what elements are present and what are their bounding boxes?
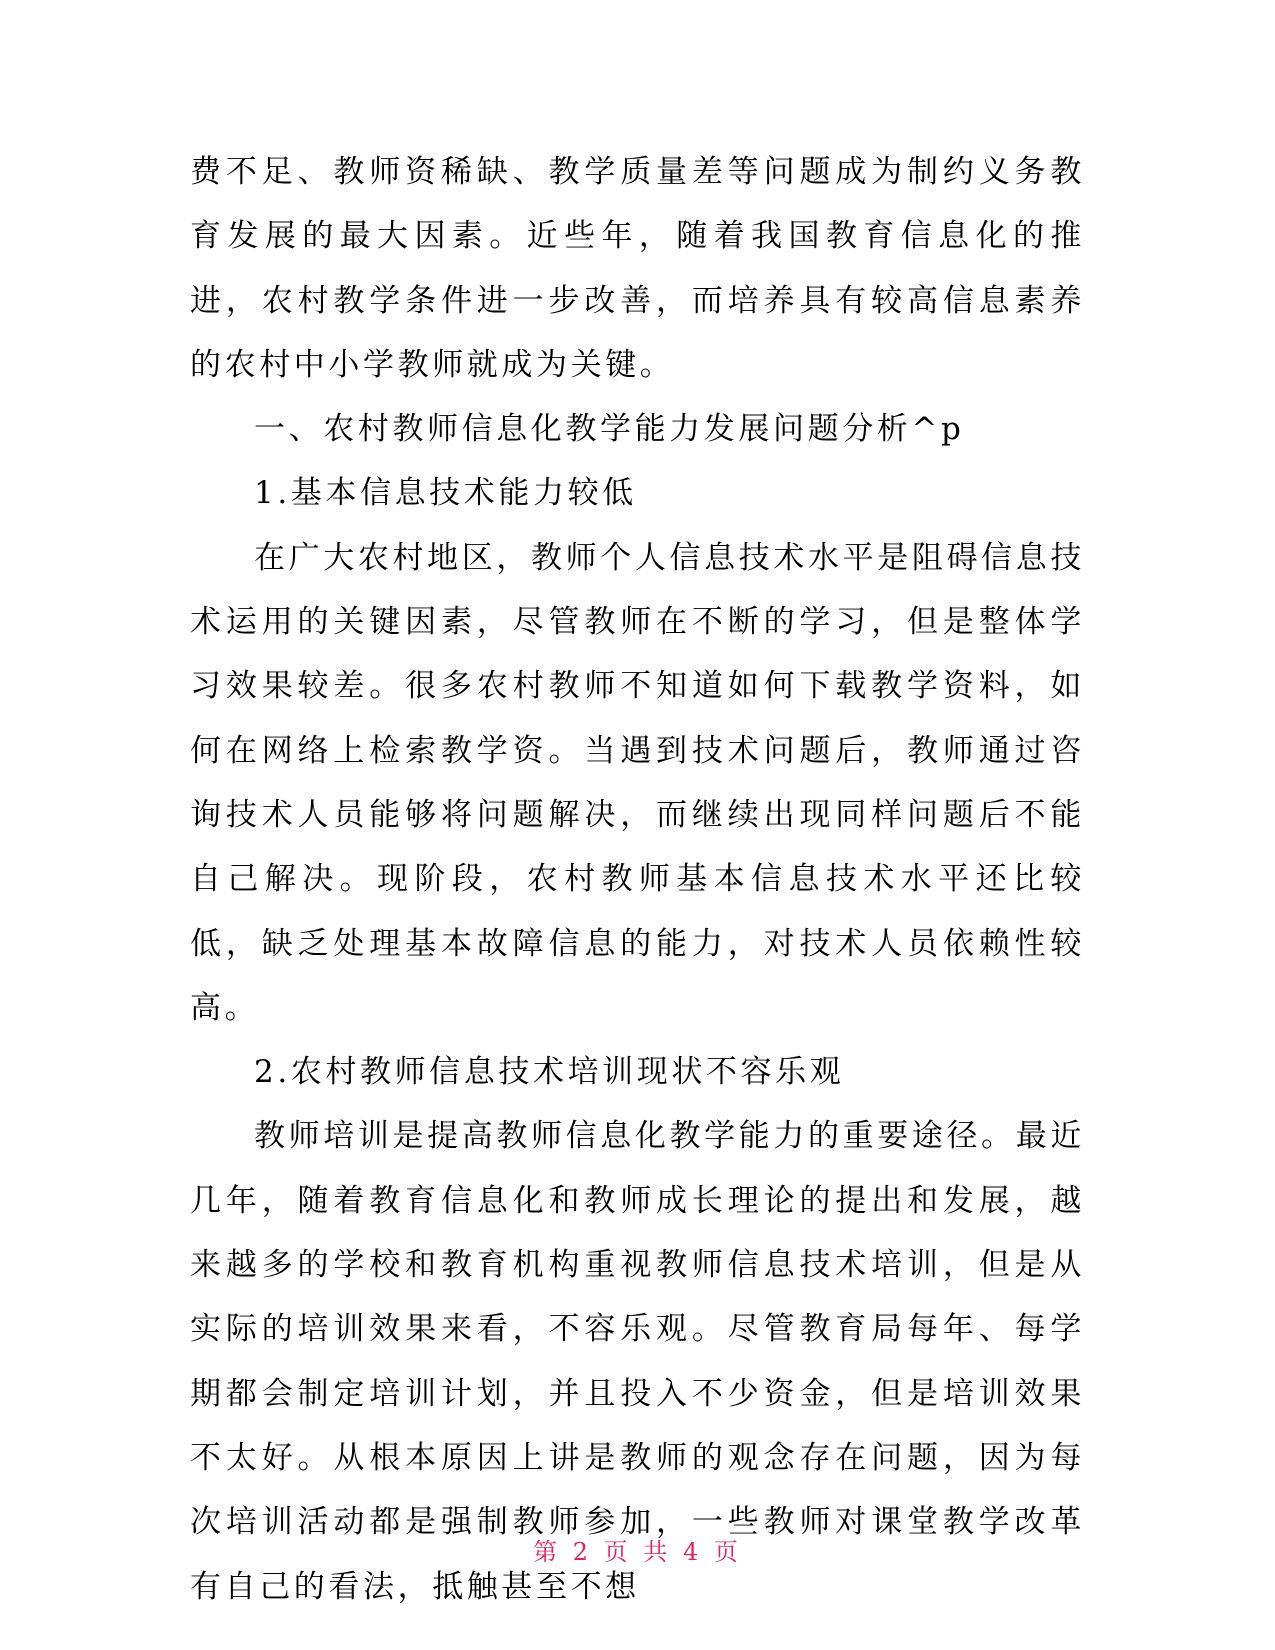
page-number-label: 第 2 页 共 4 页 xyxy=(533,1538,742,1566)
subsection-heading-2: 2.农村教师信息技术培训现状不容乐观 xyxy=(254,1054,845,1091)
page-footer xyxy=(0,1532,1275,1567)
section-heading-1: 一、农村教师信息化教学能力发展问题分析^p xyxy=(254,411,965,448)
paragraph-continuation: 费不足、教师资稀缺、教学质量差等问题成为制约义务教育发展的最大因素。近些年，随着我国教育信息化的推进，农村教学条件进一步改善，而培养具有较高信息素养的农村中小学教师就成为关键。 xyxy=(190,154,1085,383)
paragraph-basic-skills: 在广大农村地区，教师个人信息技术水平是阻碍信息技术运用的关键因素，尽管教师在不断的学习，但是整体学习效果较差。很多农村教师不知道如何下载教学资料，如何在网络上检索教学资。当遇到技术问题后，教师通过咨询技术人员能够将问题解决，而继续出现同样问题后不能自己解决。现阶段，农村教师基本信息技术水平还比较低，缺乏处理基本故障信息的能力，对技术人员依赖性较高。 xyxy=(190,539,1085,1026)
subsection-heading-1: 1.基本信息技术能力较低 xyxy=(254,475,637,512)
paragraph-training: 教师培训是提高教师信息化教学能力的重要途径。最近几年，随着教育信息化和教师成长理论的提出和发展，越来越多的学校和教育机构重视教师信息技术培训，但是从实际的培训效果来看，不容乐观。尽管教育局每年、每学期都会制定培训计划，并且投入不少资金，但是培训效果不太好。从根本原因上讲是教师的观念存在问题，因为每次培训活动都是强制教师参加，一些教师对课堂教学改革有自己的看法，抵触甚至不想 xyxy=(190,1118,1085,1605)
document-body xyxy=(190,140,1085,1619)
